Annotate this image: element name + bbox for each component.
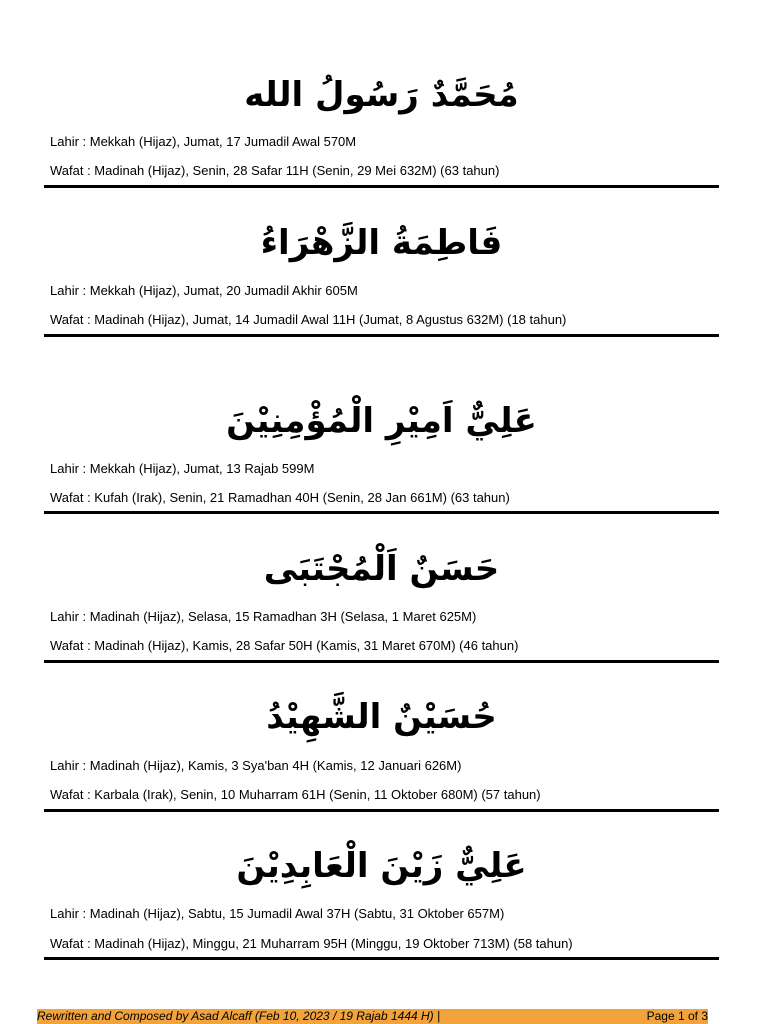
arabic-name-heading: حُسَيْنٌ الشَّهِيْدُ <box>266 697 497 737</box>
birth-info: Lahir : Madinah (Hijaz), Sabtu, 15 Jumadil Awal 37H (Sabtu, 31 Oktober 657M) <box>50 906 505 921</box>
birth-info: Lahir : Mekkah (Hijaz), Jumat, 13 Rajab 599M <box>50 461 315 476</box>
divider-rule <box>44 334 719 337</box>
divider-rule <box>44 957 719 960</box>
arabic-name-heading: فَاطِمَةُ الزَّهْرَاءُ <box>260 223 503 263</box>
death-info: Wafat : Madinah (Hijaz), Kamis, 28 Safar 50H (Kamis, 31 Maret 670M) (46 tahun) <box>50 638 519 653</box>
footer-credit: Rewritten and Composed by Asad Alcaff (Feb 10, 2023 / 19 Rajab 1444 H) | <box>37 1009 441 1023</box>
death-info: Wafat : Madinah (Hijaz), Senin, 28 Safar 11H (Senin, 29 Mei 632M) (63 tahun) <box>50 163 500 178</box>
death-info: Wafat : Madinah (Hijaz), Jumat, 14 Jumadil Awal 11H (Jumat, 8 Agustus 632M) (18 tahun) <box>50 312 567 327</box>
birth-info: Lahir : Mekkah (Hijaz), Jumat, 20 Jumadil Akhir 605M <box>50 283 358 298</box>
birth-info: Lahir : Madinah (Hijaz), Selasa, 15 Ramadhan 3H (Selasa, 1 Maret 625M) <box>50 609 477 624</box>
arabic-name-heading: عَلِيٌّ زَيْنَ الْعَابِدِيْنَ <box>236 846 527 886</box>
divider-rule <box>44 185 719 188</box>
death-info: Wafat : Kufah (Irak), Senin, 21 Ramadhan 40H (Senin, 28 Jan 661M) (63 tahun) <box>50 490 510 505</box>
birth-info: Lahir : Mekkah (Hijaz), Jumat, 17 Jumadil Awal 570M <box>50 134 357 149</box>
divider-rule <box>44 511 719 514</box>
arabic-name-heading: عَلِيٌّ اَمِيْرِ الْمُؤْمِنِيْنَ <box>226 401 537 441</box>
arabic-name-heading: حَسَنٌ اَلْمُجْتَبَى <box>263 549 500 589</box>
death-info: Wafat : Madinah (Hijaz), Minggu, 21 Muharram 95H (Minggu, 19 Oktober 713M) (58 tahun) <box>50 936 573 951</box>
divider-rule <box>44 660 719 663</box>
page-footer <box>37 1009 708 1024</box>
divider-rule <box>44 809 719 812</box>
arabic-name-heading: مُحَمَّدٌ رَسُولُ الله <box>244 75 519 115</box>
death-info: Wafat : Karbala (Irak), Senin, 10 Muharram 61H (Senin, 11 Oktober 680M) (57 tahun) <box>50 787 541 802</box>
birth-info: Lahir : Madinah (Hijaz), Kamis, 3 Sya'ban 4H (Kamis, 12 Januari 626M) <box>50 758 462 773</box>
page-number: Page 1 of 3 <box>646 1009 708 1023</box>
